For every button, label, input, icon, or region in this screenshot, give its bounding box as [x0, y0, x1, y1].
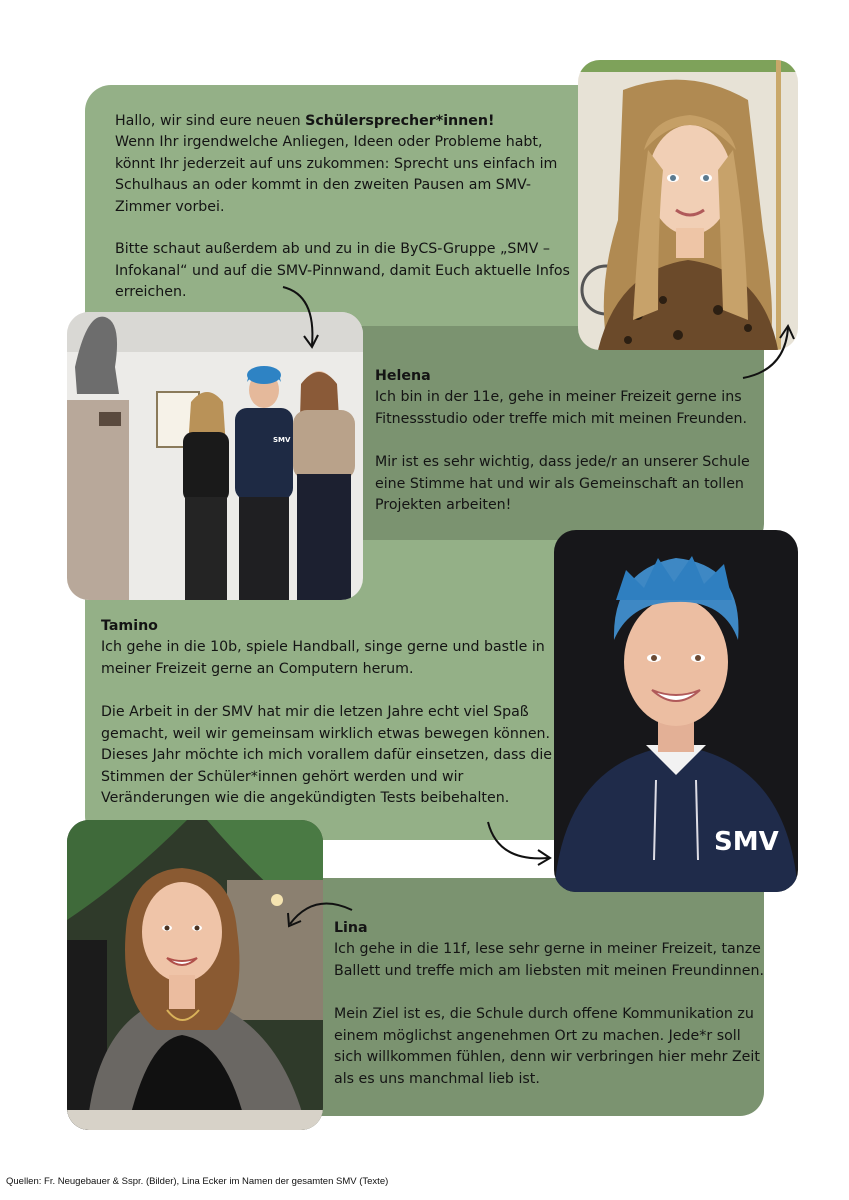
source-footer: Quellen: Fr. Neugebauer & Sspr. (Bilder), Lina Ecker im Namen der gesamten SMV (Texte) — [6, 1176, 389, 1187]
helena-text-2: Mir ist es sehr wichtig, dass jede/r an unserer Schule eine Stimme hat und wir als Gemeinschaft an tollen Projekten arbeiten! — [375, 454, 750, 513]
group-hoodie-logo: SMV — [273, 436, 291, 444]
tamino-text-2: Die Arbeit in der SMV hat mir die letzen Jahre echt viel Spaß gemacht, weil wir gemeinsam wirklich etwas bewegen können. Dieses Jahr möchte ich mich vorallem dafür einsetzen, dass die Stimmen der Schüler*innen gehört werden und wir Veränderungen wie die angekündigten Tests beibehalten. — [101, 704, 553, 806]
helena-text-1: Ich bin in der 11e, gehe in meiner Freizeit gerne ins Fitnessstudio oder treffe mich mit meinen Freunden. — [375, 389, 748, 427]
helena-photo — [578, 60, 798, 350]
lina-text-2: Mein Ziel ist es, die Schule durch offene Kommunikation zu einem möglichst angenehmen Ort zu machen. Jede*r soll sich willkommen fühlen, denn wir verbringen hier mehr Zeit als es uns manchmal lieb ist. — [334, 1006, 760, 1087]
tamino-text-1: Ich gehe in die 10b, spiele Handball, singe gerne und bastle in meiner Freizeit gerne an Computern herum. — [101, 639, 545, 677]
group-photo — [67, 312, 363, 600]
arrow-to-helena-photo-icon — [740, 322, 800, 384]
intro-greeting: Hallo, wir sind eure neuen Schülersprecher*innen! — [115, 113, 495, 129]
arrow-to-group-photo-icon — [278, 283, 323, 353]
lina-photo — [67, 820, 323, 1130]
group-photo-illustration — [67, 312, 363, 600]
helena-portrait-illustration — [578, 60, 798, 350]
lina-text-1: Ich gehe in die 11f, lese sehr gerne in meiner Freizeit, tanze Ballett und treffe mich am liebsten mit meinen Freundinnen. — [334, 941, 764, 979]
arrow-to-lina-photo-icon — [284, 896, 356, 930]
arrow-to-tamino-photo-icon — [484, 820, 556, 866]
tamino-portrait-illustration — [554, 530, 798, 892]
intro-text-2: Bitte schaut außerdem ab und zu in die ByCS-Gruppe „SMV – Infokanal“ und auf die SMV-Pinnwand, damit Euch aktuelle Infos erreichen. — [115, 241, 570, 300]
intro-text-1: Wenn Ihr irgendwelche Anliegen, Ideen oder Probleme habt, könnt Ihr jederzeit auf uns zukommen: Sprecht uns einfach im Schulhaus an oder kommt in den zweiten Pausen am SMV- Zimmer vorbei. — [115, 134, 558, 215]
helena-name: Helena — [375, 368, 431, 384]
tamino-hoodie-logo: SMV — [714, 827, 779, 857]
tamino-name: Tamino — [101, 618, 158, 634]
lina-portrait-illustration — [67, 820, 323, 1130]
tamino-photo — [554, 530, 798, 892]
lina-name: Lina — [334, 920, 368, 936]
greeting-highlight: Schülersprecher*innen! — [305, 113, 495, 129]
